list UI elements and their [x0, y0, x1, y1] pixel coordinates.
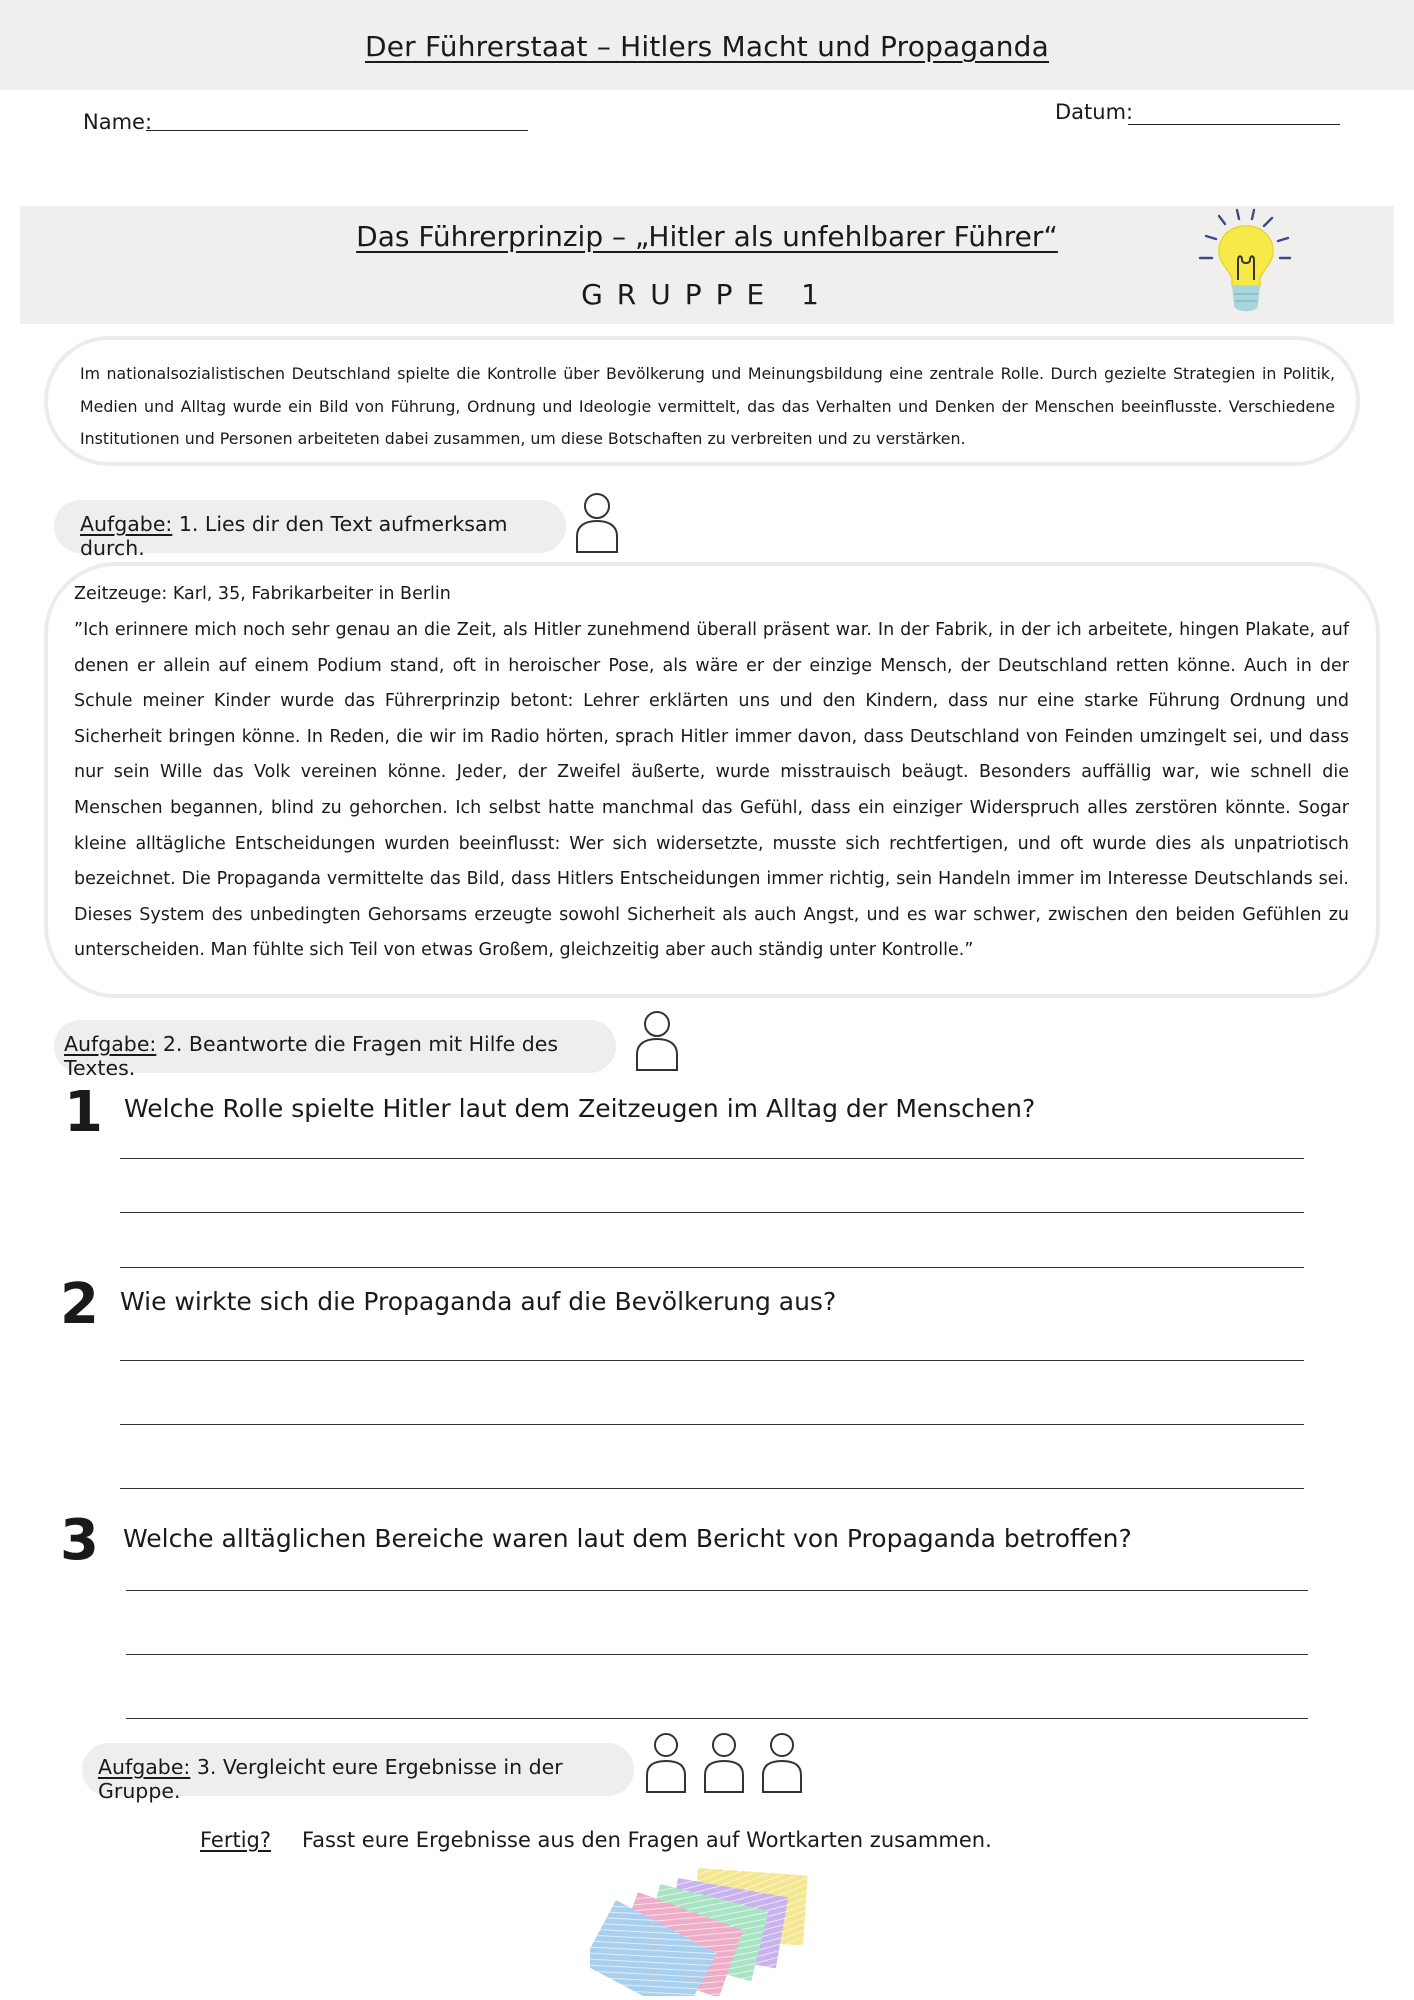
single-person-icon [572, 490, 622, 554]
answer-line[interactable] [126, 1590, 1308, 1591]
source-heading: Zeitzeuge: Karl, 35, Fabrikarbeiter in Berlin [74, 584, 451, 604]
document-title: Der Führerstaat – Hitlers Macht und Propaganda [364, 30, 1050, 63]
question-3-text: Welche alltäglichen Bereiche waren laut dem Bericht von Propaganda betroffen? [123, 1524, 1132, 1553]
name-field[interactable] [146, 130, 528, 131]
source-text: ”Ich erinnere mich noch sehr genau an die Zeit, als Hitler zunehmend überall präsent war. In der Fabrik, in der ich arbeitete, hingen Plakate, auf denen er allein auf einem Podium stand, oft in heroischer Pose, als wäre er der einzige Mensch, der Deutschland retten könne. Auch in der Schule meiner Kinder wurde das Führerprinzip betont: Lehrer erklärten uns und den Kindern, dass nur eine starke Führung Ordnung und Sicherheit bringen könne. In Reden, die wir im Radio hörten, sprach Hitler immer davon, dass Deutschland von Feinden umzingelt sei, und dass nur sein Wille das Volk vereinen könne. Jeder, der Zweifel äußerte, wurde misstrauisch beäugt. Besonders auffällig war, wie schnell die Menschen begannen, blind zu gehorchen. Ich selbst hatte manchmal das Gefühl, dass ein einziger Widerspruch alles zerstören könnte. Sogar kleine alltägliche Entscheidungen wurden beeinflusst: Wer sich widersetzte, musste sich rechtfertigen, und oft wurde dies als unpatriotisch bezeichnet. Die Propaganda vermittelte das Bild, dass Hitlers Entscheidungen immer richtig, sein Handeln immer im Interesse Deutschlands sei. Dieses System des unbedingten Gehorsams erzeugte sowohl Sicherheit als auch Angst, und es war schwer, zwischen den beiden Gefühlen zu unterscheiden. Man fühlte sich Teil von etwas Großem, gleichzeitig aber auch ständig unter Kontrolle.” [74, 620, 1349, 961]
answer-line[interactable] [126, 1718, 1308, 1719]
group-of-three-icon [644, 1730, 808, 1794]
finish-label: Fertig? [200, 1828, 272, 1852]
task-1-pill [54, 500, 566, 560]
question-1-number: 1 [64, 1080, 103, 1145]
answer-line[interactable] [120, 1158, 1304, 1159]
lightbulb-icon [1192, 206, 1302, 324]
name-label: Name: [83, 110, 153, 134]
task-2-text: 2. Beantworte die Fragen mit Hilfe des Textes. [64, 1032, 559, 1080]
index-cards-icon [590, 1862, 830, 1996]
answer-line[interactable] [120, 1267, 1304, 1268]
question-3-number: 3 [60, 1508, 99, 1573]
task-2-pill [54, 1020, 616, 1080]
intro-text: Im nationalsozialistischen Deutschland spielte die Kontrolle über Bevölkerung und Meinungsbildung eine zentrale Rolle. Durch gezielte Strategien in Politik, Medien und Alltag wurde ein Bild von Führung, Ordnung und Ideologie vermittelt, das das Verhalten und Denken der Menschen beeinflusste. Verschiedene Institutionen und Personen arbeiteten dabei zusammen, um diese Botschaften zu verbreiten und zu verstärken. [80, 364, 1335, 448]
task-3-label: Aufgabe: [98, 1755, 191, 1779]
group-label: GRUPPE 1 [581, 278, 833, 311]
answer-line[interactable] [120, 1424, 1304, 1425]
task-3-text: 3. Vergleicht eure Ergebnisse in der Gruppe. [98, 1755, 563, 1803]
finish-text: Fasst eure Ergebnisse aus den Fragen auf Wortkarten zusammen. [302, 1828, 992, 1852]
question-2-number: 2 [60, 1272, 99, 1337]
task-1-label: Aufgabe: [80, 512, 173, 536]
task-3-pill [82, 1743, 634, 1803]
task-2-label: Aufgabe: [64, 1032, 157, 1056]
answer-line[interactable] [126, 1654, 1308, 1655]
single-person-icon [632, 1008, 682, 1072]
date-field[interactable] [1128, 124, 1340, 125]
finish-row [200, 1828, 271, 1852]
question-2-text: Wie wirkte sich die Propaganda auf die Bevölkerung aus? [120, 1287, 837, 1316]
question-1-text: Welche Rolle spielte Hitler laut dem Zeitzeugen im Alltag der Menschen? [124, 1094, 1036, 1123]
date-label: Datum: [1055, 100, 1134, 124]
topic-title: Das Führerprinzip – „Hitler als unfehlbarer Führer“ [356, 220, 1058, 253]
answer-line[interactable] [120, 1360, 1304, 1361]
answer-line[interactable] [120, 1212, 1304, 1213]
task-1-text: 1. Lies dir den Text aufmerksam durch. [80, 512, 508, 560]
answer-line[interactable] [120, 1488, 1304, 1489]
